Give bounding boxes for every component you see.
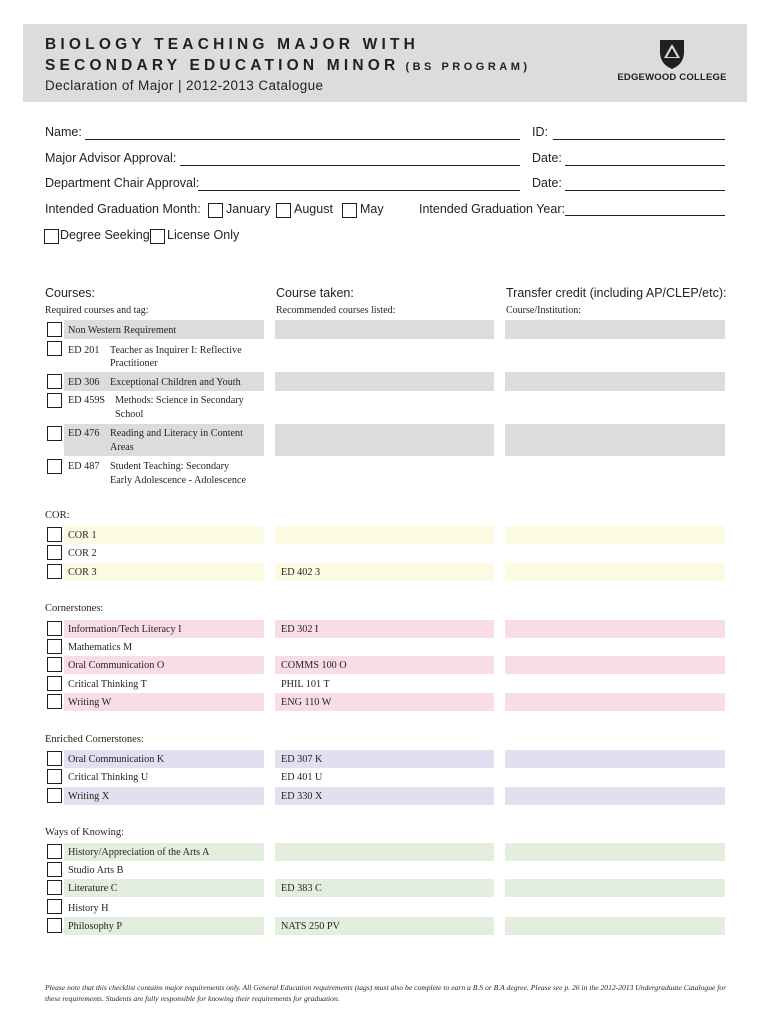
course-code: ED 459S (68, 395, 106, 406)
ways-label: History/Appreciation of the Arts A (68, 847, 210, 858)
course-title-cont: School (115, 409, 144, 420)
course-title: Teacher as Inquirer I: Reflective (110, 345, 242, 356)
cor-label: COR 2 (68, 548, 97, 559)
transfer-credit-field[interactable] (505, 320, 725, 339)
chair-label: Department Chair Approval: (45, 176, 200, 190)
course-code: ED 306 (68, 377, 100, 388)
transfer-credit-field[interactable] (505, 620, 725, 638)
footnote: Please note that this checklist contains major requirements only. All General Education requirements (tags) must also be complete to earn a B.S or B.A degree. Please see p. 26 in the 2012-2013 Undergraduate Catalogue for these requirements. Students are fully responsible for knowing their requirements for graduation. (45, 983, 727, 1003)
course-taken-field[interactable] (275, 526, 494, 544)
enriched-label: Oral Communication K (68, 754, 165, 765)
course-taken-field[interactable] (275, 843, 494, 861)
form-subtitle: Declaration of Major | 2012-2013 Catalogue (45, 78, 324, 93)
recommended-course: PHIL 101 T (281, 679, 330, 690)
ways-checkbox[interactable] (47, 899, 62, 914)
course-title-cont: Practitioner (110, 358, 158, 369)
course-title: Exceptional Children and Youth (110, 377, 241, 388)
recommended-course: ED 330 X (281, 791, 323, 802)
college-logo (616, 38, 728, 83)
august-label: August (294, 202, 333, 216)
cornerstone-label: Information/Tech Literacy I (68, 624, 182, 635)
date-label-1: Date: (532, 151, 562, 165)
transfer-credit-field[interactable] (505, 424, 725, 456)
advisor-date-field[interactable] (565, 165, 725, 166)
requirement-checkbox[interactable] (47, 459, 62, 474)
ways-checkbox[interactable] (47, 862, 62, 877)
cornerstone-checkbox[interactable] (47, 639, 62, 654)
ways-label: History H (68, 903, 109, 914)
course-taken-field[interactable] (275, 372, 494, 391)
transfer-credit-field[interactable] (505, 879, 725, 897)
cornerstone-label: Critical Thinking T (68, 679, 147, 690)
grad-year-field[interactable] (565, 215, 725, 216)
cornerstone-label: Writing W (68, 697, 112, 708)
cor-label: COR 1 (68, 530, 97, 541)
degree-seeking-label: Degree Seeking (60, 228, 150, 242)
transfer-credit-field[interactable] (505, 917, 725, 935)
cornerstone-checkbox[interactable] (47, 676, 62, 691)
course-taken-field[interactable] (275, 320, 494, 339)
form-title-line-2: SECONDARY EDUCATION MINOR (BS PROGRAM) (45, 57, 531, 74)
cor-label: COR 3 (68, 567, 97, 578)
enriched-section-label: Enriched Cornerstones: (45, 734, 144, 745)
license-only-checkbox[interactable] (150, 229, 165, 244)
id-field[interactable] (553, 139, 725, 140)
program-label: (BS PROGRAM) (405, 61, 531, 73)
cor-section-label: COR: (45, 510, 70, 521)
grad-month-label: Intended Graduation Month: (45, 202, 201, 216)
january-label: January (226, 202, 271, 216)
recommended-course: COMMS 100 O (281, 660, 347, 671)
id-label: ID: (532, 125, 548, 139)
enriched-label: Writing X (68, 791, 110, 802)
course-taken-heading: Course taken: (276, 286, 354, 300)
ways-checkbox[interactable] (47, 844, 62, 859)
course-title: Reading and Literacy in Content (110, 428, 243, 439)
january-checkbox[interactable] (208, 203, 223, 218)
recommended-course: ED 302 I (281, 624, 319, 635)
advisor-label: Major Advisor Approval: (45, 151, 177, 165)
august-checkbox[interactable] (276, 203, 291, 218)
cor-checkbox[interactable] (47, 527, 62, 542)
transfer-credit-heading: Transfer credit (including AP/CLEP/etc): (506, 286, 727, 300)
recommended-course: NATS 250 PV (281, 921, 340, 932)
ways-label: Studio Arts B (68, 865, 124, 876)
recommended-course: ED 383 C (281, 883, 322, 894)
cornerstone-checkbox[interactable] (47, 657, 62, 672)
ways-checkbox[interactable] (47, 918, 62, 933)
grad-year-label: Intended Graduation Year: (419, 202, 565, 216)
transfer-credit-field[interactable] (505, 750, 725, 768)
course-title: Methods: Science in Secondary (115, 395, 244, 406)
recommended-course: ED 307 K (281, 754, 323, 765)
course-code: ED 476 (68, 428, 100, 439)
course-taken-subheading: Recommended courses listed: (276, 305, 396, 316)
may-label: May (360, 202, 384, 216)
cornerstones-section-label: Cornerstones: (45, 603, 104, 614)
ways-section-label: Ways of Knowing: (45, 827, 125, 838)
recommended-course: ENG 110 W (281, 697, 332, 708)
date-label-2: Date: (532, 176, 562, 190)
course-title: Student Teaching: Secondary (110, 461, 230, 472)
cornerstone-label: Oral Communication O (68, 660, 165, 671)
enriched-checkbox[interactable] (47, 769, 62, 784)
transfer-credit-field[interactable] (505, 843, 725, 861)
requirement-checkbox[interactable] (47, 426, 62, 441)
ways-checkbox[interactable] (47, 880, 62, 895)
course-code: ED 487 (68, 461, 100, 472)
course-title-cont: Early Adolescence - Adolescence (110, 475, 247, 486)
requirement-checkbox[interactable] (47, 341, 62, 356)
enriched-label: Critical Thinking U (68, 772, 149, 783)
cornerstone-checkbox[interactable] (47, 621, 62, 636)
transfer-credit-field[interactable] (505, 693, 725, 711)
recommended-course: ED 401 U (281, 772, 323, 783)
course-code: ED 201 (68, 345, 100, 356)
transfer-credit-field[interactable] (505, 372, 725, 391)
chair-date-field[interactable] (565, 190, 725, 191)
chair-approval-field[interactable] (198, 190, 520, 191)
name-label: Name: (45, 125, 82, 139)
license-only-label: License Only (167, 228, 240, 242)
ways-label: Literature C (68, 883, 118, 894)
transfer-credit-field[interactable] (505, 563, 725, 581)
requirement-checkbox[interactable] (47, 322, 62, 337)
name-field[interactable] (85, 139, 520, 140)
ways-label: Philosophy P (68, 921, 123, 932)
enriched-checkbox[interactable] (47, 751, 62, 766)
requirement-label: Non Western Requirement (68, 325, 177, 336)
cornerstone-checkbox[interactable] (47, 694, 62, 709)
transfer-credit-subheading: Course/Institution: (506, 305, 581, 316)
course-title-cont: Areas (110, 442, 134, 453)
courses-subheading: Required courses and tag: (45, 305, 149, 316)
college-name: EDGEWOOD COLLEGE (617, 72, 727, 83)
transfer-credit-field[interactable] (505, 656, 725, 674)
requirement-checkbox[interactable] (47, 393, 62, 408)
requirement-checkbox[interactable] (47, 374, 62, 389)
transfer-credit-field[interactable] (505, 787, 725, 805)
course-taken-field[interactable] (275, 424, 494, 456)
courses-heading: Courses: (45, 286, 96, 300)
degree-seeking-checkbox[interactable] (44, 229, 59, 244)
enriched-checkbox[interactable] (47, 788, 62, 803)
shield-logo-icon (658, 38, 686, 70)
cor-checkbox[interactable] (47, 545, 62, 560)
may-checkbox[interactable] (342, 203, 357, 218)
advisor-approval-field[interactable] (180, 165, 520, 166)
cor-checkbox[interactable] (47, 564, 62, 579)
cornerstone-label: Mathematics M (68, 642, 133, 653)
form-title-line-1: BIOLOGY TEACHING MAJOR WITH (45, 36, 420, 53)
recommended-course: ED 402 3 (281, 567, 321, 578)
transfer-credit-field[interactable] (505, 526, 725, 544)
